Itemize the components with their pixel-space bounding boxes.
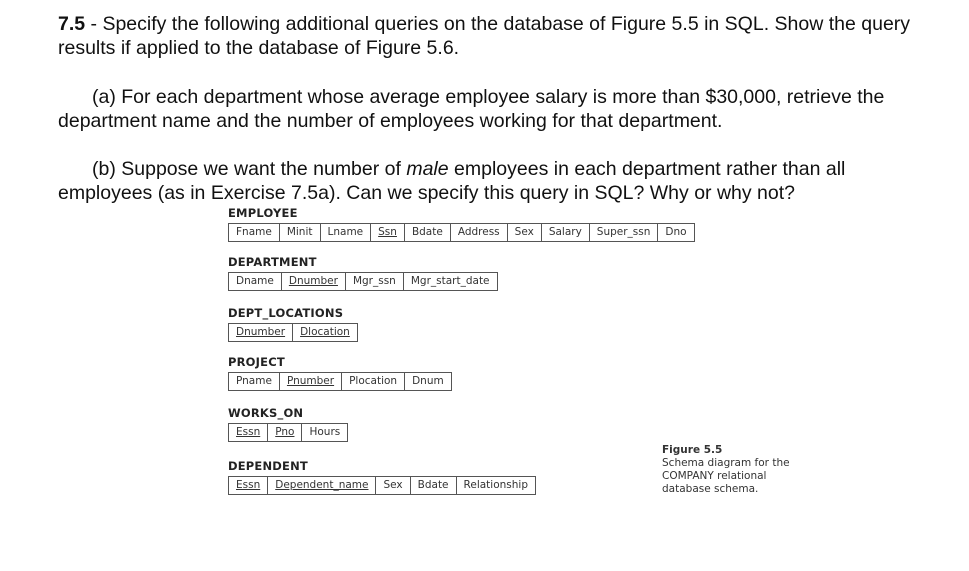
- attribute-cell: Dnumber: [229, 324, 293, 341]
- attribute-cell: Mgr_ssn: [346, 273, 404, 290]
- attribute-cell: Dno: [665, 226, 687, 238]
- relation-name: DEPT_LOCATIONS: [228, 306, 344, 320]
- attribute-cell: Minit: [280, 224, 321, 241]
- attribute-cell: Sex: [508, 224, 542, 241]
- figure-caption-text: Schema diagram for the COMPANY relational database schema.: [662, 457, 790, 495]
- attribute-cell: Dnumber: [282, 273, 346, 290]
- part-a-text: (a) For each department whose average employee salary is more than $30,000, retrieve the department name and the number of employees working for that department.: [58, 86, 885, 132]
- attribute-row: [228, 323, 358, 342]
- attribute-row: [228, 272, 498, 291]
- attribute-cell: Dependent_name: [268, 477, 376, 494]
- attribute-cell: Pnumber: [280, 373, 342, 390]
- attribute-cell: Mgr_start_date: [410, 275, 490, 287]
- attribute-cell: Essn: [229, 477, 268, 494]
- relation-employee: [228, 206, 695, 242]
- attribute-cell: Ssn: [371, 224, 405, 241]
- attribute-row: [228, 423, 348, 442]
- relation-works-on: [228, 406, 348, 442]
- figure-label: Figure 5.5: [662, 444, 723, 456]
- relation-name: DEPENDENT: [228, 459, 308, 473]
- attribute-cell: Bdate: [405, 224, 451, 241]
- question-part-b: [58, 157, 938, 205]
- part-b-emphasis: male: [406, 158, 449, 180]
- attribute-cell: Dnum: [412, 375, 444, 387]
- question-number: 7.5: [58, 13, 86, 35]
- part-b-post: employees in each department rather than all employees (as in Exercise 7.5a). Can we specify this query in SQL? Why or why not?: [58, 158, 846, 204]
- attribute-cell: Hours: [309, 426, 341, 438]
- relation-dependent: [228, 459, 536, 495]
- attribute-cell: Salary: [542, 224, 590, 241]
- attribute-row: [228, 372, 452, 391]
- attribute-cell: Pname: [229, 373, 280, 390]
- question-part-a: [58, 85, 938, 133]
- attribute-cell: Lname: [321, 224, 372, 241]
- question-intro-text: - Specify the following additional queries on the database of Figure 5.5 in SQL. Show the query results if applied to the database of Figure 5.6.: [58, 13, 911, 59]
- attribute-cell: Super_ssn: [590, 224, 659, 241]
- attribute-cell: Relationship: [463, 479, 528, 491]
- question-intro: [58, 12, 938, 60]
- attribute-row: [228, 476, 536, 495]
- attribute-cell: Dlocation: [300, 326, 350, 338]
- attribute-row: [228, 223, 695, 242]
- attribute-cell: Dname: [229, 273, 282, 290]
- attribute-cell: Plocation: [342, 373, 405, 390]
- attribute-cell: Bdate: [411, 477, 457, 494]
- attribute-cell: Fname: [229, 224, 280, 241]
- part-b-pre: (b) Suppose we want the number of: [92, 158, 407, 180]
- attribute-cell: Essn: [229, 424, 268, 441]
- relation-name: WORKS_ON: [228, 406, 304, 420]
- figure-caption: [662, 444, 792, 496]
- attribute-cell: Pno: [268, 424, 302, 441]
- attribute-cell: Sex: [376, 477, 410, 494]
- relation-name: PROJECT: [228, 355, 285, 369]
- relation-name: EMPLOYEE: [228, 206, 298, 220]
- relation-name: DEPARTMENT: [228, 255, 317, 269]
- relation-department: [228, 255, 498, 291]
- relation-project: [228, 355, 452, 391]
- relation-dept-locations: [228, 306, 358, 342]
- attribute-cell: Address: [451, 224, 508, 241]
